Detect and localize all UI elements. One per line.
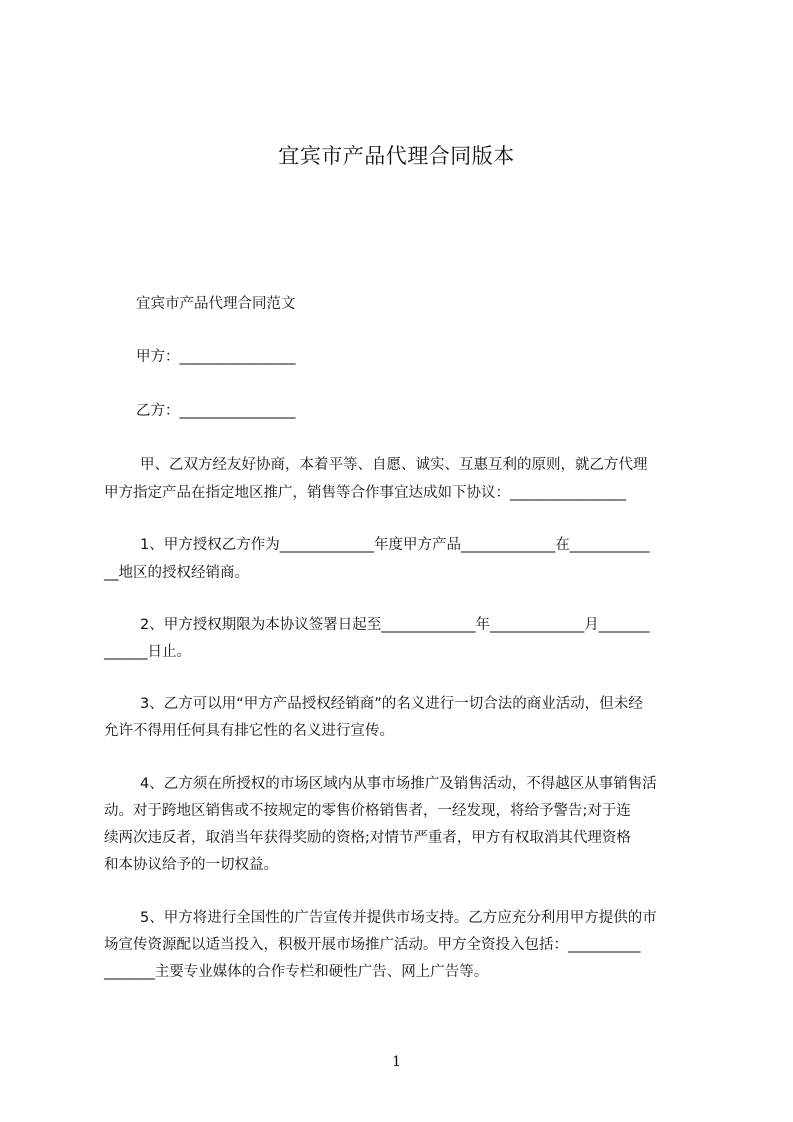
clause-5-line-1: 5、甲方将进行全国性的广告宣传并提供市场支持。乙方应充分利用甲方提供的市 bbox=[140, 910, 657, 926]
clause-1-line-1: 1、甲方授权乙方作为_____________年度甲方产品_____________在___________ bbox=[140, 537, 650, 553]
document-title: 宜宾市产品代理合同版本 bbox=[278, 144, 515, 168]
clause-4-line-2: 动。对于跨地区销售或不按规定的零售价格销售者，一经发现，将给予警告;对于连 bbox=[104, 803, 631, 819]
clause-5-line-2: 场宣传资源配以适当投入，积极开展市场推广活动。甲方全资投入包括：__________ bbox=[104, 937, 641, 953]
clause-2-line-1: 2、甲方授权期限为本协议签署日起至_____________年_____________月_______ bbox=[140, 617, 650, 633]
page-number: 1 bbox=[392, 1054, 401, 1070]
clause-4-line-4: 和本协议给予的一切权益。 bbox=[104, 857, 278, 873]
clause-3-line-1: 3、乙方可以用“甲方产品授权经销商”的名义进行一切合法的商业活动，但未经 bbox=[140, 696, 643, 712]
clause-1-line-2: __地区的授权经销商。 bbox=[104, 565, 249, 581]
intro-line-1: 甲、乙双方经友好协商，本着平等、自愿、诚实、互惠互利的原则，就乙方代理 bbox=[140, 457, 648, 473]
party-a-line: 甲方：________________ bbox=[136, 349, 296, 365]
clause-2-line-2: ______日止。 bbox=[104, 644, 191, 660]
subtitle-line: 宜宾市产品代理合同范文 bbox=[136, 296, 296, 312]
clause-5-line-3: _______主要专业媒体的合作专栏和硬性广告、网上广告等。 bbox=[104, 964, 489, 980]
clause-3-line-2: 允许不得用任何具有排它性的名义进行宣传。 bbox=[104, 723, 394, 739]
clause-4-line-1: 4、乙方须在所授权的市场区域内从事市场推广及销售活动，不得越区从事销售活 bbox=[140, 776, 657, 792]
intro-line-2: 甲方指定产品在指定地区推广，销售等合作事宜达成如下协议：________________ bbox=[104, 485, 626, 501]
party-b-line: 乙方：________________ bbox=[136, 403, 296, 419]
clause-4-line-3: 续两次违反者，取消当年获得奖励的资格;对情节严重者，甲方有权取消其代理资格 bbox=[104, 830, 631, 846]
